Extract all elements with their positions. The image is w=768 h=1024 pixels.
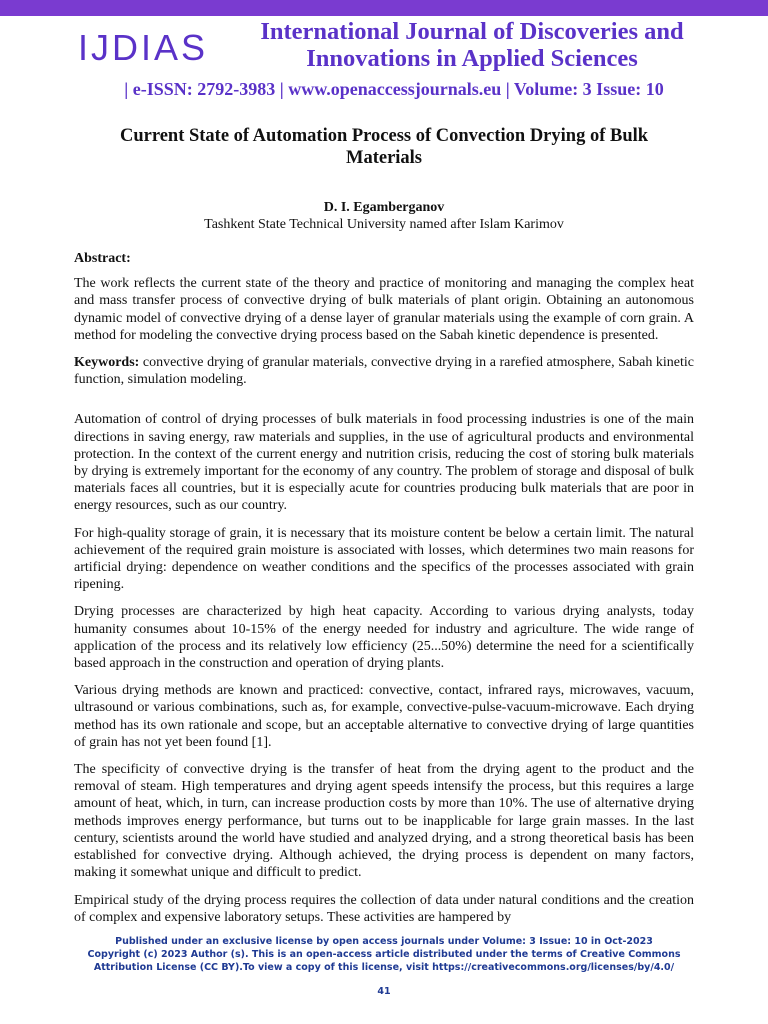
journal-title (232, 18, 712, 72)
keywords (74, 354, 694, 388)
footer-line-2: Copyright (c) 2023 Author (s). This is an open-access article distributed under the terms of Creative Commons (87, 949, 681, 960)
article-content (74, 250, 694, 936)
paper-title-line-1: Current State of Automation Process of Convection Drying of Bulk (119, 126, 649, 146)
issn-info-line: | e-ISSN: 2792-3983 | www.openaccessjournals.eu | Volume: 3 Issue: 10 (124, 79, 664, 99)
body-paragraph: Various drying methods are known and practiced: convective, contact, infrared rays, microwaves, vacuum, ultrasound or various combinations, such as, for example, convective-pulse-vacuum-microwave. Each drying method has its own rationale and scope, but an acceptable alternative to convective drying of large quantities of grain has not yet been found [1]. (74, 683, 694, 750)
body-paragraph: Drying processes are characterized by high heat capacity. According to various drying analysts, today humanity consumes about 10-15% of the energy needed for industry and agriculture. The wide range of application of the process and its relatively low efficiency (25...50%) determine the need for a scientifically based approach in the construction and operation of drying plants. (74, 604, 694, 672)
body-paragraph: The specificity of convective drying is the transfer of heat from the drying agent to the product and the removal of steam. High temperatures and drying agent speeds intensify the process, but this requires a large amount of heat, which, in turn, can increase production costs by more than 10%. The use of alternative drying methods improves energy performance, but turns out to be inapplicable for large grain masses. In the last century, scientists around the world have studied and analyzed drying, and a strong theoretical basis has been established for convective drying. Although achieved, the drying process is dependent on many factors, making it somewhat unique and difficult to predict. (74, 762, 694, 881)
license-footer (60, 935, 708, 974)
page-number: 41 (377, 986, 391, 997)
keywords-label: Keywords: (74, 355, 140, 371)
body-paragraph: Automation of control of drying processes of bulk materials in food processing industries is one of the main directions in saving energy, raw materials and supplies, in the use of agricultural products and environmental protection. In the context of the current energy and nutrition crisis, reducing the cost of storing bulk materials by drying is extremely important for the economy of any country. The problem of storage and disposal of bulk materials faces all countries, but it is especially acute for countries producing bulk materials that are poor in energy resources, such as our country. (74, 412, 694, 514)
journal-logo: IJDIAS (78, 27, 209, 68)
abstract-text: The work reflects the current state of the theory and practice of monitoring and managing the complex heat and mass transfer process of convective drying of bulk materials of plant origin. Obtaining an autonomous dynamic model of convective drying of a dense layer of granular materials using the example of corn grain. A method for modeling the convective drying process based on the Sabah kinetic dependence is presented. (74, 276, 694, 343)
paper-title (84, 125, 684, 169)
footer-line-3: Attribution License (CC BY).To view a copy of this license, visit https://creativecommons.org/licenses/by/4.0/ (93, 962, 675, 973)
journal-title-line-2: Innovations in Applied Sciences (306, 45, 638, 72)
body-paragraph: Empirical study of the drying process requires the collection of data under natural conditions and the creation of complex and expensive laboratory setups. These activities are hampered by (74, 892, 694, 925)
keywords-text: convective drying of granular materials, convective drying in a rarefied atmosphere, Sabah kinetic function, simulation modeling. (74, 355, 694, 388)
abstract-heading: Abstract: (74, 251, 131, 266)
paper-title-line-2: Materials (345, 148, 423, 168)
footer-line-1: Published under an exclusive license by open access journals under Volume: 3 Issue: 10 in Oct-2023 (115, 936, 653, 947)
top-color-bar (0, 0, 768, 16)
section-spacer (74, 398, 694, 411)
author-affiliation: Tashkent State Technical University named after Islam Karimov (204, 217, 564, 232)
journal-title-line-1: International Journal of Discoveries and (260, 18, 684, 45)
body-paragraph: For high-quality storage of grain, it is necessary that its moisture content be below a certain limit. The natural achievement of the required grain moisture is associated with losses, which determines two main reasons for artificial drying: dependence on weather conditions and the specifics of the processes associated with grain ripening. (74, 525, 694, 593)
author-name: D. I. Egamberganov (323, 200, 445, 215)
